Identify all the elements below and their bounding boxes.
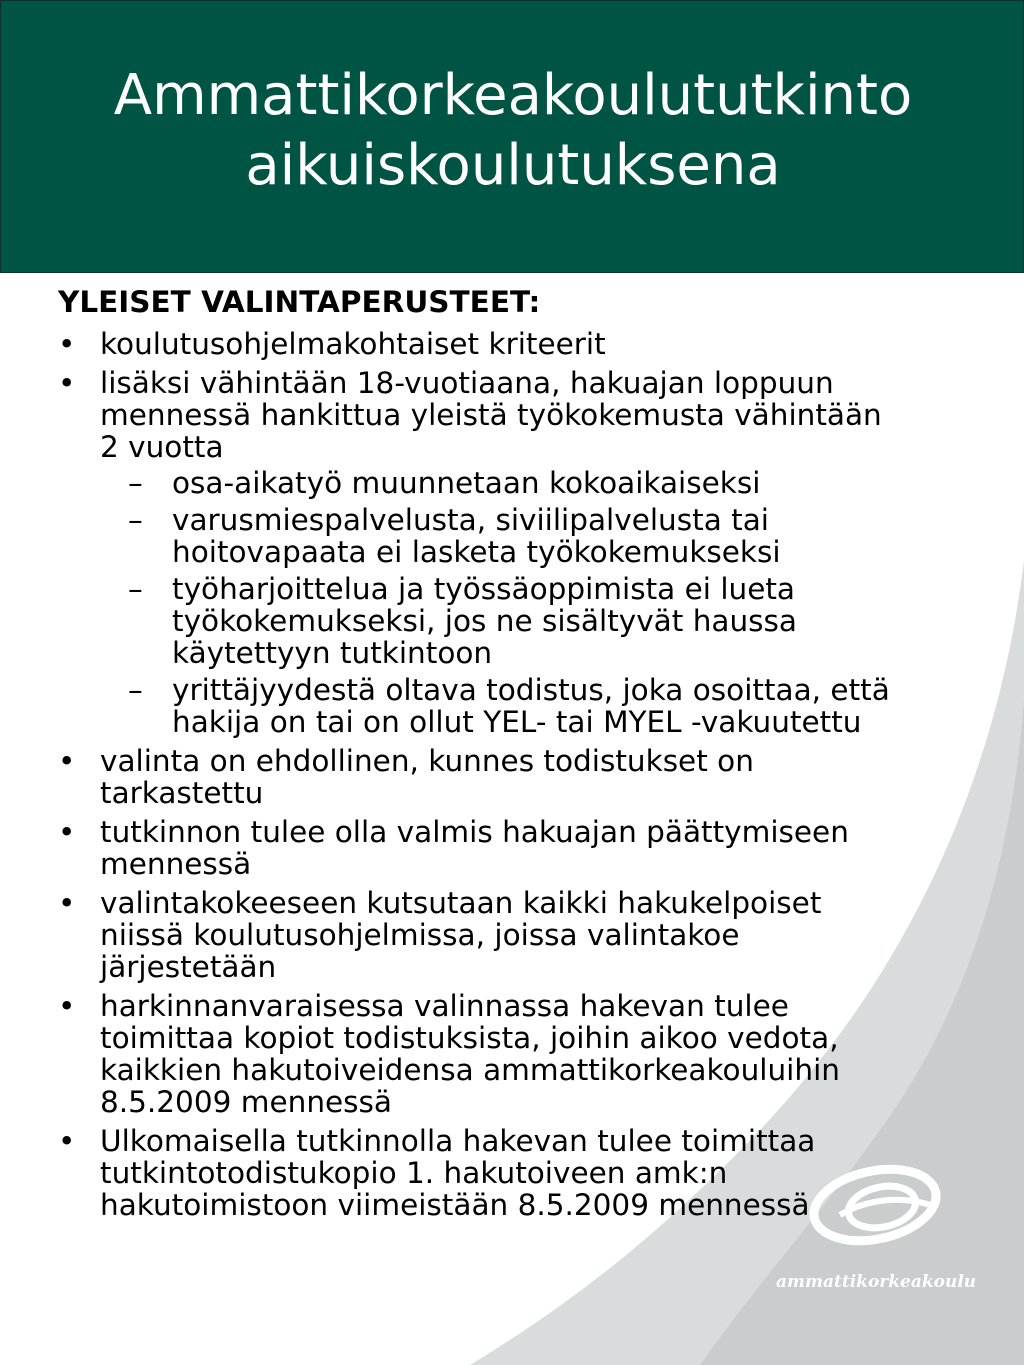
title-line-1: Ammattikorkeakoulututkinto [113,63,913,128]
sub-bullet-list [100,467,1018,738]
sub-bullet-text: osa-aikatyö muunnetaan kokoaikaiseksi [172,466,761,500]
slide-title [1,61,1024,201]
bullet-text: valinta on ehdollinen, kunnes todistukset on tarkastettu [100,744,754,810]
bullet-text: koulutusohjelmakohtaiset kriteerit [100,327,606,361]
sub-bullet-text: yrittäjyydestä oltava todistus, joka osoittaa, että hakija on tai on ollut YEL- tai MYEL -vakuutettu [172,673,890,739]
section-heading: YLEISET VALINTAPERUSTEET: [58,285,541,319]
bullet-icon: • [58,815,76,849]
bullet-item [58,367,1018,738]
sub-bullet-item [100,674,1018,738]
bullet-icon: • [58,744,76,778]
bullet-icon: • [58,886,76,920]
bullet-icon: • [58,989,76,1023]
sub-bullet-item [100,504,1018,568]
bullet-item [58,816,1018,880]
bullet-text: tutkinnon tulee olla valmis hakuajan päättymiseen mennessä [100,815,849,881]
slide-content [58,284,1018,1228]
bullet-icon: • [58,327,76,361]
title-bar [0,0,1024,273]
bullet-item [58,328,1018,360]
bullet-text: valintakokeeseen kutsutaan kaikki hakukelpoiset niissä koulutusohjelmissa, joissa valintakoe järjestetään [100,886,822,984]
bullet-item [58,887,1018,983]
bullet-list [58,328,1018,1221]
bullet-icon: • [58,1124,76,1158]
dash-icon: – [128,503,143,537]
dash-icon: – [128,572,143,606]
title-line-2: aikuiskoulutuksena [245,133,781,198]
bullet-icon: • [58,366,76,400]
bullet-text: Ulkomaisella tutkinnolla hakevan tulee toimittaa tutkintotodistukopio 1. hakutoiveen amk:n hakutoimistoon viimeistään 8.5.2009 mennessä [100,1124,816,1222]
dash-icon: – [128,466,143,500]
bullet-text: lisäksi vähintään 18-vuotiaana, hakuajan loppuun mennessä hankittua yleistä työkokemusta vähintään 2 vuotta [100,366,882,464]
sub-bullet-item [100,467,1018,499]
logo-text: ammattikorkeakoulu [776,1272,977,1292]
bullet-text: harkinnanvaraisessa valinnassa hakevan tulee toimittaa kopiot todistuksista, joihin aikoo vedota, kaikkien hakutoiveidensa ammattikorkeakouluihin 8.5.2009 mennessä [100,989,840,1119]
sub-bullet-text: varusmiespalvelusta, siviilipalvelusta tai hoitovapaata ei lasketa työkokemukseksi [172,503,781,569]
sub-bullet-text: työharjoittelua ja työssäoppimista ei lueta työkokemukseksi, jos ne sisältyvät haussa käytettyyn tutkintoon [172,572,797,670]
bullet-item [58,745,1018,809]
sub-bullet-item [100,573,1018,669]
dash-icon: – [128,673,143,707]
bullet-item [58,990,1018,1118]
